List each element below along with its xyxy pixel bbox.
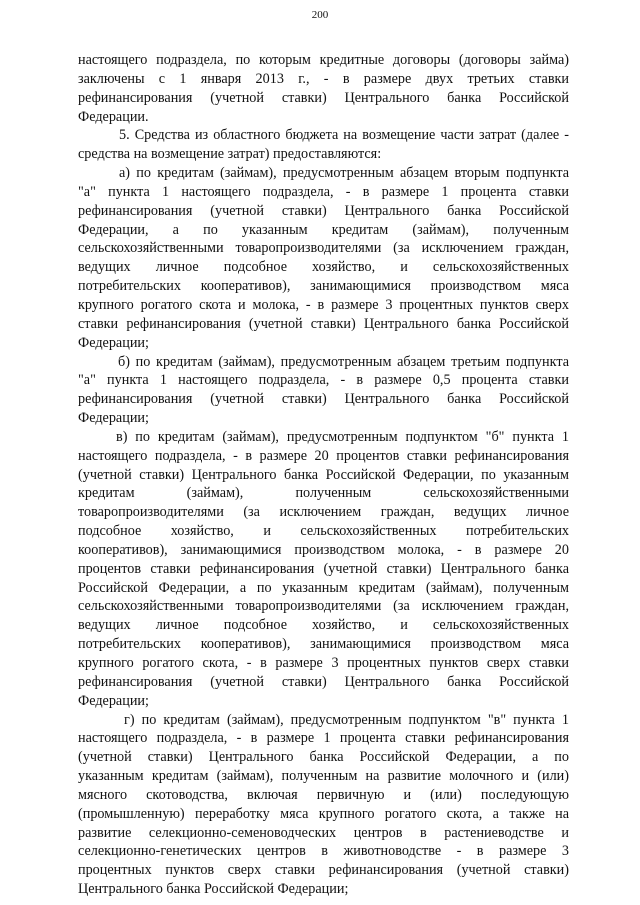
text-line: 5. Средства из областного бюджета на возмещение части затрат (далее - [119, 127, 569, 144]
page-number: 200 [311, 9, 329, 21]
text-line: а) по кредитам (займам), предусмотренным абзацем вторым подпункта [119, 165, 569, 182]
text-line: настоящего подраздела, - в размере 20 процентов ставки рефинансирования [78, 447, 569, 464]
text-line: потребительских кооперативов), занимающимися производством мяса [78, 636, 569, 653]
text-line: Федерации; [78, 692, 149, 709]
text-line: в) по кредитам (займам), предусмотренным подпунктом "б" пункта 1 [116, 428, 569, 445]
text-line: ставки рефинансирования (учетной ставки) Центрального банка Российской [78, 315, 569, 332]
text-line: потребительских кооперативов), занимающимися производством мяса [78, 278, 569, 295]
text-line: ведущих личное подсобное хозяйство, и сельскохозяйственных [78, 617, 569, 634]
text-line: настоящего подраздела, по которым кредитные договоры (договоры займа) [78, 52, 569, 68]
text-line: Центрального банка Российской Федерации; [78, 881, 349, 898]
text-line: процентных пунктов сверх ставки рефинансирования (учетной ставки) [78, 862, 569, 879]
text-line: (промышленную) переработку мяса крупного рогатого скота, а также на [78, 805, 569, 822]
text-line: сельскохозяйственными товаропроизводителями (за исключением граждан, [78, 240, 569, 257]
text-line: кооперативов), занимающимися производством молока, - в размере 20 [78, 541, 569, 558]
text-line: крупного рогатого скота, - в размере 3 процентных пунктов сверх ставки [78, 655, 569, 671]
document-body [78, 51, 569, 899]
text-line: кредитам (займам), полученным сельскохозяйственными [78, 485, 569, 502]
text-line: б) по кредитам (займам), предусмотренным абзацем третьим подпункта [118, 353, 569, 370]
text-line: подсобное хозяйство, и сельскохозяйственных потребительских [78, 523, 569, 540]
text-line: товаропроизводителями (за исключением граждан, ведущих личное [78, 504, 569, 521]
text-line: Федерации. [78, 108, 149, 125]
text-line: (учетной ставки) Центрального банка Российской Федерации, по указанным [78, 466, 569, 483]
text-line: крупного рогатого скота и молока, - в размере 3 процентных пунктов сверх [78, 296, 569, 313]
text-line: настоящего подраздела, - в размере 1 процента ставки рефинансирования [78, 730, 569, 747]
text-line: рефинансирования (учетной ставки) Центрального банка Российской [78, 89, 569, 106]
text-line: рефинансирования (учетной ставки) Центрального банка Российской [78, 673, 569, 690]
text-line: Федерации, а по указанным кредитам (займам), полученным [78, 221, 569, 238]
text-line: указанным кредитам (займам), полученным на развитие молочного и (или) [78, 768, 569, 785]
text-line: Федерации; [78, 334, 149, 351]
text-line: мясного скотоводства, включая первичную и (или) последующую [78, 786, 569, 803]
text-line: (учетной ставки) Центрального банка Российской Федерации, а по [78, 749, 569, 766]
text-line: рефинансирования (учетной ставки) Центрального банка Российской [78, 202, 569, 219]
text-line: "а" пункта 1 настоящего подраздела, - в размере 0,5 процента ставки [78, 372, 569, 389]
text-line: Российской Федерации, а по указанным кредитам (займам), полученным [78, 579, 569, 596]
text-line: рефинансирования (учетной ставки) Центрального банка Российской [78, 391, 569, 408]
text-line: селекционно-генетических центров в животноводстве - в размере 3 [78, 843, 569, 860]
text-line: "а" пункта 1 настоящего подраздела, - в размере 1 процента ставки [78, 183, 569, 200]
text-line: Федерации; [78, 410, 149, 427]
text-line: процентов ставки рефинансирования (учетной ставки) Центрального банка [78, 560, 569, 577]
text-line: средства на возмещение затрат) предоставляются: [78, 146, 382, 163]
text-line: развитие селекционно-семеноводческих центров в растениеводстве и [78, 824, 569, 841]
text-line: заключены с 1 января 2013 г., - в размере двух третьих ставки [78, 70, 569, 87]
text-line: сельскохозяйственными товаропроизводителями (за исключением граждан, [78, 598, 569, 615]
text-line: г) по кредитам (займам), предусмотренным подпунктом "в" пункта 1 [124, 711, 569, 728]
text-line: ведущих личное подсобное хозяйство, и сельскохозяйственных [78, 259, 569, 276]
